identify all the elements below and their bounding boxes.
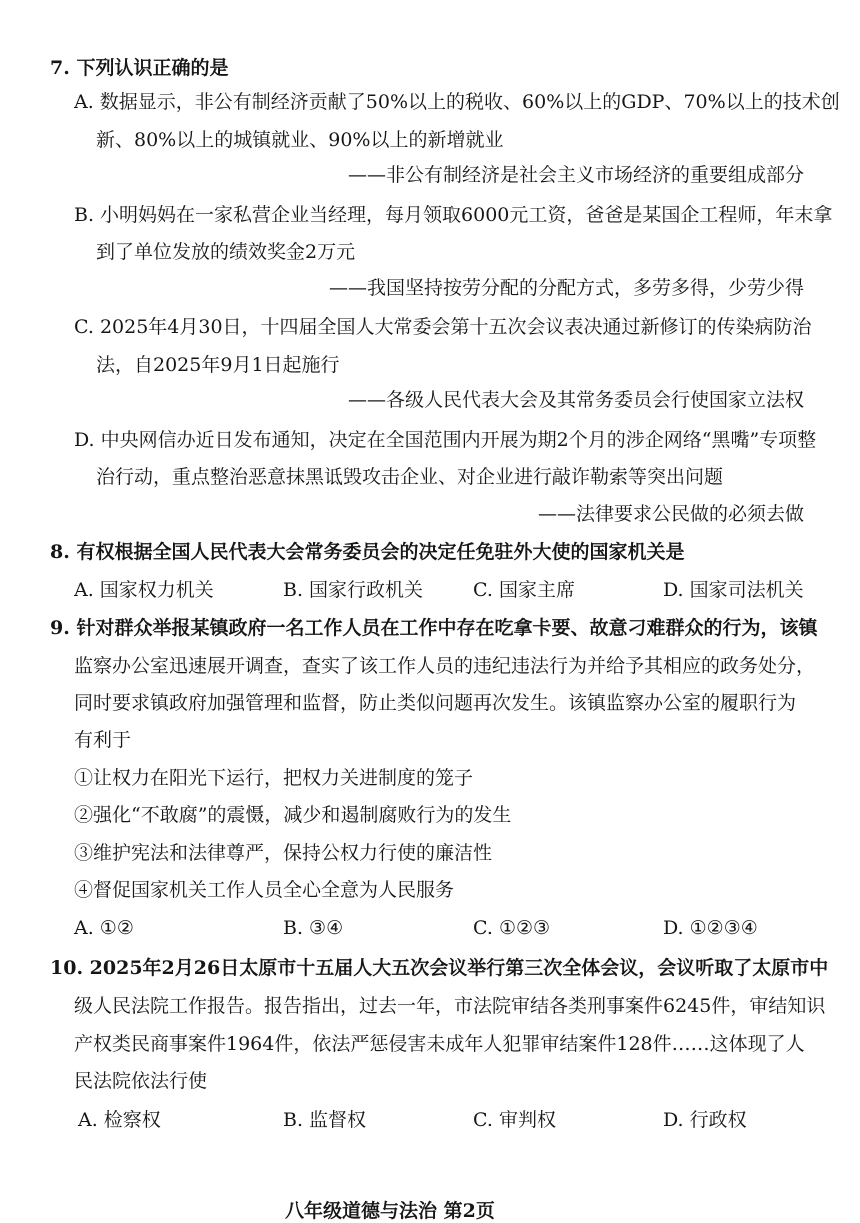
q10-stem-line4: 民法院依法行使	[74, 1070, 208, 1092]
q10-option-a: A. 检察权	[78, 1109, 161, 1131]
page-footer: 八年级道德与法治 第2页	[285, 1200, 495, 1222]
q7-option-c-source: ——各级人民代表大会及其常务委员会行使国家立法权	[347, 389, 804, 411]
q9-stem-line1: 9. 针对群众举报某镇政府一名工作人员在工作中存在吃拿卡要、故意刁难群众的行为，该镇	[50, 617, 818, 639]
q7-option-a-line1: A. 数据显示，非公有制经济贡献了50%以上的税收、60%以上的GDP、70%以上的技术创	[74, 91, 840, 113]
q10-option-c: C. 审判权	[473, 1109, 556, 1131]
q8-option-b: B. 国家行政机关	[283, 579, 424, 601]
q8-option-d: D. 国家司法机关	[663, 579, 804, 601]
q7-option-a-source: ——非公有制经济是社会主义市场经济的重要组成部分	[347, 164, 804, 186]
q9-option-b: B. ③④	[283, 917, 344, 939]
q10-option-b: B. 监督权	[283, 1109, 367, 1131]
q7-option-b-line2: 到了单位发放的绩效奖金2万元	[96, 241, 356, 263]
q7-option-a-line2: 新、80%以上的城镇就业、90%以上的新增就业	[96, 129, 504, 151]
q7-option-d-source: ——法律要求公民做的必须去做	[537, 503, 804, 525]
q7-option-c-line2: 法，自2025年9月1日起施行	[96, 354, 340, 376]
q7-stem: 7. 下列认识正确的是	[50, 57, 229, 79]
q8-stem: 8. 有权根据全国人民代表大会常务委员会的决定任免驻外大使的国家机关是	[50, 541, 685, 563]
q9-item-1: ①让权力在阳光下运行，把权力关进制度的笼子	[74, 767, 474, 789]
q7-option-d-line1: D. 中央网信办近日发布通知，决定在全国范围内开展为期2个月的涉企网络“黑嘴”专项整	[74, 429, 817, 451]
q10-stem-line2: 级人民法院工作报告。报告指出，过去一年，市法院审结各类刑事案件6245件，审结知识	[74, 995, 826, 1017]
q9-item-3: ③维护宪法和法律尊严，保持公权力行使的廉洁性	[74, 842, 493, 864]
q7-option-b-line1: B. 小明妈妈在一家私营企业当经理，每月领取6000元工资，爸爸是某国企工程师，年末拿	[74, 204, 833, 226]
q7-option-c-line1: C. 2025年4月30日，十四届全国人大常委会第十五次会议表决通过新修订的传染病防治	[74, 316, 812, 338]
q9-stem-line4: 有利于	[74, 729, 132, 751]
q10-stem-line1: 10. 2025年2月26日太原市十五届人大五次会议举行第三次全体会议，会议听取了太原市中	[50, 957, 829, 979]
q7-option-b-source: ——我国坚持按劳分配的分配方式，多劳多得，少劳少得	[328, 277, 804, 299]
q10-stem-line3: 产权类民商事案件1964件，依法严惩侵害未成年人犯罪审结案件128件……这体现了人	[74, 1033, 805, 1055]
q9-item-2: ②强化“不敢腐”的震慑，减少和遏制腐败行为的发生	[74, 804, 512, 826]
q9-item-4: ④督促国家机关工作人员全心全意为人民服务	[74, 879, 455, 901]
q8-option-c: C. 国家主席	[473, 579, 575, 601]
q9-stem-line3: 同时要求镇政府加强管理和监督，防止类似问题再次发生。该镇监察办公室的履职行为	[74, 692, 797, 714]
q9-option-c: C. ①②③	[473, 917, 551, 939]
q10-option-d: D. 行政权	[663, 1109, 747, 1131]
q9-option-d: D. ①②③④	[663, 917, 758, 939]
q7-option-d-line2: 治行动，重点整治恶意抹黑诋毁攻击企业、对企业进行敲诈勒索等突出问题	[96, 466, 724, 488]
q9-stem-line2: 监察办公室迅速展开调查，查实了该工作人员的违纪违法行为并给予其相应的政务处分，	[74, 655, 816, 677]
q8-option-a: A. 国家权力机关	[74, 579, 214, 601]
q9-option-a: A. ①②	[74, 917, 134, 939]
